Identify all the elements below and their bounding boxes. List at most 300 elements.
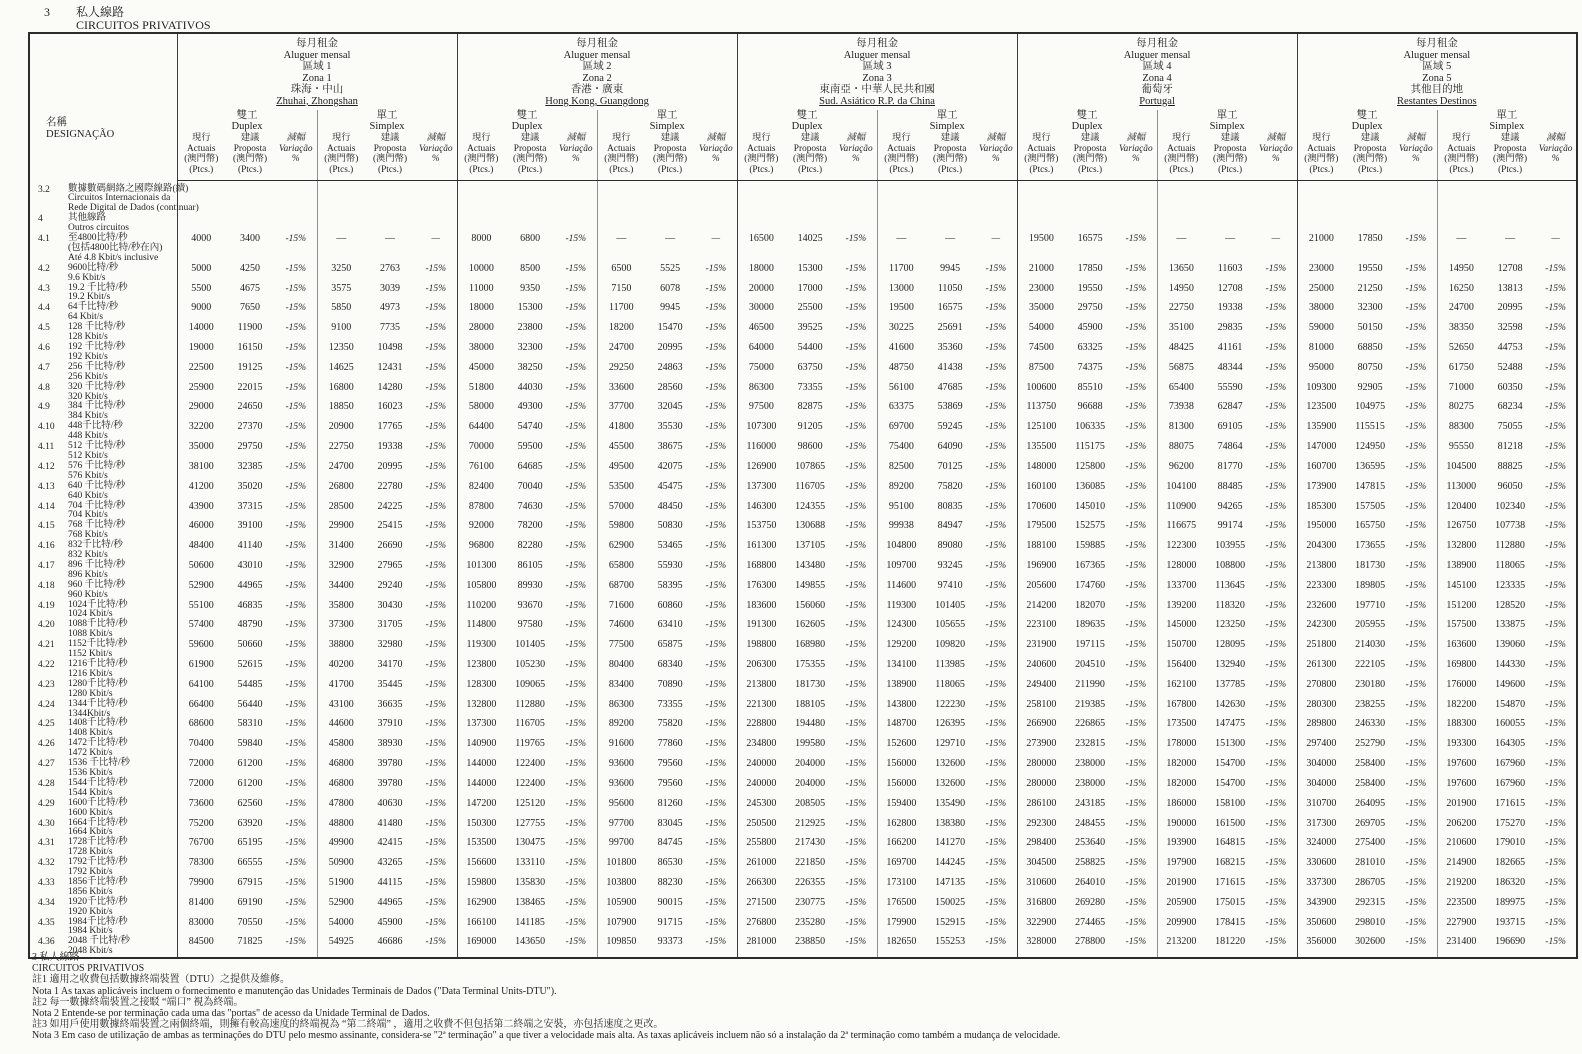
table-row [29,739,1577,759]
designation-line: 數據數碼網絡之國際線路(續) [68,183,189,194]
cell-value: 52488 [1497,361,1523,373]
cell-variation: -15% [1115,819,1157,839]
cell-value: 130688 [795,520,826,532]
cell-value: 46500 [748,322,774,334]
cell-value: 273900 [1026,738,1057,750]
cell-value: 38000 [1308,302,1334,314]
cell-value [317,214,365,234]
cell-value: 81218 [1497,441,1523,453]
cell-value: 214200 [1026,599,1057,611]
cell-variation: -15% [695,284,737,304]
cell-value: 12708 [1497,262,1523,274]
cell-value: 147135 [935,876,966,888]
cell-variation: -15% [1255,918,1297,938]
cell-value: 3039 [380,282,400,294]
cell-value: 4675 [240,282,260,294]
row-designation [29,779,177,799]
cell-value: 54740 [517,421,543,433]
cell-variation: -15% [975,680,1017,700]
row-designation [29,898,177,918]
cell-value: 46000 [188,520,214,532]
cell-value: 19550 [1357,262,1383,274]
cell-variation: -15% [975,363,1017,383]
cell-value: 269705 [1355,817,1386,829]
cell-variation: -15% [1545,937,1566,948]
footnote-line: 註2 每一數據終端裝置之接駁 “端口” 視為終端。 [32,996,244,1008]
cell-variation: -15% [415,264,457,284]
cell-variation: -15% [555,739,597,759]
cell-value: 70040 [517,480,543,492]
cell-variation: -15% [415,422,457,442]
cell-value: 19125 [237,361,263,373]
cell-variation: -15% [835,402,877,422]
section-number: 3 [44,5,50,19]
cell-value: 15300 [517,302,543,314]
cell-variation: -15% [415,719,457,739]
cell-value: 39780 [377,777,403,789]
cell-variation: -15% [1545,739,1566,750]
designation-line: 1024 Kbit/s [68,609,113,620]
cell-variation: -15% [275,601,317,621]
cell-value: 253640 [1075,837,1106,849]
cell-value: 89200 [608,718,634,730]
cell-variation: -15% [1395,640,1437,660]
cell-value: 38930 [377,738,403,750]
cell-variation: -15% [275,759,317,779]
column-header: 現行 Actuais (澳門幣) (Ptcs.) [177,133,225,181]
cell-value: 228800 [746,718,777,730]
cell-variation: -15% [415,878,457,898]
cell-value: 204000 [795,777,826,789]
cell-value: 12708 [1217,282,1243,294]
cell-value: 213800 [746,678,777,690]
cell-value: 281000 [746,936,777,948]
designation-line: Outros circuitos [68,223,129,234]
cell-variation: -15% [695,343,737,363]
cell-value: 101800 [606,857,637,869]
cell-value: 53500 [608,480,634,492]
cell-value: 54485 [237,678,263,690]
cell-value: 70890 [657,678,683,690]
designation-line: 1984 Kbit/s [68,926,113,937]
cell-value: 7150 [611,282,632,294]
cell-value: 29835 [1217,322,1243,334]
cell-value: 231400 [1446,936,1477,948]
designation-line: 256 Kbit/s [68,371,108,382]
table-row [29,680,1577,700]
cell-value: 181730 [1355,559,1386,571]
cell-value: 166100 [466,916,497,928]
cell-variation: -15% [835,799,877,819]
cell-variation: -15% [415,838,457,858]
cell-value: 219385 [1075,698,1106,710]
cell-variation: -15% [1115,739,1157,759]
cell-value: 173100 [886,876,917,888]
cell-value: 250500 [746,817,777,829]
cell-variation: -15% [415,858,457,878]
cell-value: 138380 [935,817,966,829]
cell-value: 18200 [608,322,634,334]
cell-value: 181220 [1215,936,1246,948]
cell-value: 88825 [1497,460,1523,472]
cell-value: 90015 [657,896,683,908]
cell-variation: -15% [1395,462,1437,482]
cell-value: 21250 [1357,282,1383,294]
row-number: 4.18 [38,580,55,591]
duplex-header: 雙工 Duplex [1297,110,1437,133]
cell-variation: -15% [695,402,737,422]
footnote-line: 註1 適用之收費包括數據終端裝置（DTU）之提供及維修。 [32,974,291,986]
table-row [29,819,1577,839]
cell-value: 20995 [1497,302,1523,314]
cell-value: 76700 [188,837,214,849]
cell-value: 68600 [188,718,214,730]
cell-variation: -15% [975,422,1017,442]
cell-value: 38675 [657,441,683,453]
cell-value: 79560 [657,777,683,789]
cell-variation: -15% [1545,877,1566,888]
cell-value: 188300 [1446,718,1477,730]
cell-value: 248455 [1075,817,1106,829]
cell-value: 19550 [1077,282,1103,294]
cell-value: 32045 [657,401,683,413]
cell-variation: -15% [1545,620,1566,631]
cell-value: 49500 [608,460,634,472]
cell-variation: -15% [1115,838,1157,858]
cell-value: 54925 [328,936,354,948]
cell-variation: -15% [1395,264,1437,284]
cell-variation: -15% [275,620,317,640]
cell-variation: -15% [555,284,597,304]
cell-value: 41600 [888,342,914,353]
cell-value: 162900 [466,896,497,908]
cell-value: 182665 [1495,857,1526,869]
row-designation [29,402,177,422]
cell-variation: -15% [1115,363,1157,383]
cell-value: 163600 [1446,639,1477,651]
cell-value: 64100 [188,678,214,690]
cell-value: 223100 [1026,619,1057,631]
cell-value: 87800 [468,500,494,512]
cell-value: 214900 [1446,857,1477,869]
cell-value: 142630 [1215,698,1246,710]
cell-value: 45000 [468,361,494,373]
cell-variation: -15% [1255,759,1297,779]
row-designation [29,759,177,779]
designation-line: 1544 Kbit/s [68,787,113,798]
table-row [29,838,1577,858]
cell-value: 21000 [1028,262,1054,274]
row-designation [29,680,177,700]
cell-value: 28560 [657,381,683,393]
cell-variation: -15% [275,660,317,680]
cell-value: 123800 [466,659,497,670]
cell-value: 75200 [188,817,214,829]
designation-line: 2048 千比特/秒 [68,936,131,947]
cell-value: 87500 [1028,361,1054,373]
cell-value: 57400 [188,619,214,631]
cell-value: 82280 [517,540,543,552]
cell-variation: -15% [975,640,1017,660]
cell-value: 137300 [746,480,777,492]
cell-value: 6800 [520,233,541,245]
cell-value: 164815 [1215,837,1246,849]
cell-variation: -15% [695,303,737,323]
cell-value: 232600 [1306,599,1337,611]
cell-value: 182000 [1166,758,1197,770]
cell-variation: -15% [415,462,457,482]
cell-value: 76100 [468,460,494,472]
designation-line: 576 Kbit/s [68,470,108,481]
cell-variation: -15% [1255,581,1297,601]
cell-value: 161300 [746,540,777,552]
cell-value: 35445 [377,678,403,690]
cell-variation: -15% [275,779,317,799]
cell-variation: -15% [835,442,877,462]
cell-value: 116000 [746,441,777,453]
cell-variation: -15% [1545,303,1566,314]
cell-value: 17850 [1077,262,1103,274]
cell-value: 122300 [1166,540,1197,552]
cell-variation: -15% [975,581,1017,601]
cell-value: 18850 [328,401,354,413]
cell-value: 266900 [1026,718,1057,730]
cell-variation: -15% [1255,660,1297,680]
cell-variation: -15% [415,284,457,304]
designation-line: 1920 Kbit/s [68,906,113,917]
cell-value: 159400 [886,797,917,809]
cell-value: 4000 [191,233,212,245]
cell-variation: -15% [1115,937,1157,958]
designation-line: 1152千比特/秒 [68,639,128,650]
cell-variation: -15% [835,759,877,779]
cell-value: 101405 [935,599,966,611]
cell-variation: -15% [415,402,457,422]
cell-value: 80835 [937,500,963,512]
cell-value: 11700 [889,262,914,274]
cell-value: 167960 [1495,777,1526,789]
cell-variation: -15% [835,343,877,363]
cell-variation: -15% [555,918,597,938]
cell-variation: -15% [1255,264,1297,284]
cell-value: 132800 [1446,540,1477,552]
cell-value: 159800 [466,876,497,888]
cell-variation: -15% [555,541,597,561]
cell-variation: -15% [975,660,1017,680]
designation-line: 2048 Kbit/s [68,946,113,957]
column-header: 建議 Proposta (澳門幣) (Ptcs.) [1485,133,1535,181]
cell-variation: -15% [555,502,597,522]
cell-variation: -15% [835,521,877,541]
row-number: 4.23 [38,679,55,690]
cell-value: 65875 [657,639,683,651]
cell-variation: -15% [275,402,317,422]
cell-variation: -15% [1255,284,1297,304]
row-number: 4.17 [38,560,55,571]
table-row [29,303,1577,323]
cell-value: 59500 [517,441,543,453]
cell-value: 24650 [237,401,263,413]
cell-value: 258825 [1075,857,1106,869]
designation-line: 704 Kbit/s [68,510,108,521]
cell-variation: -15% [975,343,1017,363]
cell-value: 104800 [886,540,917,552]
cell-variation: -15% [835,700,877,720]
cell-value: 11700 [608,302,634,314]
cell-value: 24863 [657,361,683,373]
cell-value: 62560 [237,797,263,809]
cell-value: 151300 [1215,738,1246,750]
cell-variation: -15% [1395,779,1437,799]
designation-line: 128 千比特/秒 [68,322,126,333]
cell-variation: -15% [835,937,877,958]
designation-line: 704 千比特/秒 [68,500,126,511]
cell-variation: -15% [975,402,1017,422]
cell-value: 95000 [1308,361,1334,373]
cell-variation: -15% [1115,918,1157,938]
cell-variation: -15% [975,541,1017,561]
cell-value: 122400 [515,758,546,770]
cell-value: 116675 [1166,520,1197,532]
cell-variation: -15% [275,264,317,284]
cell-value: 22750 [1168,302,1194,314]
cell-value: 104500 [1446,460,1477,472]
cell-value: 15470 [657,322,683,334]
cell-variation: -15% [1115,660,1157,680]
cell-value: 93373 [657,936,683,948]
cell-value: 152575 [1075,520,1106,532]
cell-variation: -15% [275,739,317,759]
cell-value: 160055 [1495,718,1526,730]
cell-value: 97500 [748,401,774,413]
cell-value: 43900 [188,500,214,512]
cell-variation: -15% [555,363,597,383]
cell-variation: -15% [1545,402,1566,413]
cell-value: 36635 [377,698,403,710]
cell-value: 16575 [937,302,963,314]
designation-line: 1920千比特/秒 [68,896,128,907]
cell-value: 124300 [886,619,917,631]
cell-value: 75000 [748,361,774,373]
cell-value: 64685 [517,460,543,472]
cell-value: 112880 [1495,540,1525,552]
column-header: 現行 Actuais (澳門幣) (Ptcs.) [877,133,925,181]
row-number: 4.9 [38,402,50,413]
cell-variation: -15% [835,581,877,601]
row-designation [29,581,177,601]
cell-value: 130475 [515,837,546,849]
cell-variation: -15% [555,581,597,601]
cell-value: 181730 [795,678,826,690]
cell-value: 156600 [466,857,497,869]
cell-variation: -15% [835,739,877,759]
cell-value: 29240 [377,579,403,591]
cell-value: 150700 [1166,639,1197,651]
cell-value: 292315 [1355,896,1386,908]
designation-line: 1600千比特/秒 [68,797,128,808]
cell-value: 44753 [1497,342,1523,353]
column-header: 減幅 Variação % [415,133,457,181]
cell-value: 112880 [515,698,545,710]
cell-value [1065,214,1115,234]
column-header: 現行 Actuais (澳門幣) (Ptcs.) [1157,133,1205,181]
table-row [29,422,1577,442]
cell-variation: -15% [695,640,737,660]
row-number: 4.6 [38,343,50,353]
designation-line: 768 Kbit/s [68,530,108,541]
designation-header [29,33,177,181]
cell-value: 286705 [1355,876,1386,888]
cell-value: 30430 [377,599,403,611]
cell-value: 96800 [468,540,494,552]
cell-value: 16150 [237,342,263,353]
footnote-line: CIRCUITOS PRIVATIVOS [32,963,145,975]
cell-value: 68850 [1357,342,1383,353]
table-row [29,521,1577,541]
designation-line: 1664 Kbit/s [68,827,113,838]
cell-value: 32385 [237,460,263,472]
cell-variation: -15% [275,700,317,720]
row-number: 4.12 [38,461,55,472]
cell-value: 14950 [1448,262,1474,274]
cell-value: 9945 [940,262,961,274]
cell-value: 107865 [795,460,826,472]
cell-value: 183600 [746,599,777,611]
cell-value: 205900 [1166,896,1197,908]
cell-value: 5000 [191,262,212,274]
cell-variation: — [415,234,457,264]
cell-variation: -15% [1115,581,1157,601]
cell-variation: -15% [975,303,1017,323]
cell-value: 221300 [746,698,777,710]
column-header: 建議 Proposta (澳門幣) (Ptcs.) [785,133,835,181]
cell-variation: -15% [275,680,317,700]
cell-value: 240600 [1026,659,1057,670]
cell-variation: -15% [975,561,1017,581]
cell-value: 213800 [1306,559,1337,571]
column-header: 建議 Proposta (澳門幣) (Ptcs.) [225,133,275,181]
cell-value: 150025 [935,896,966,908]
cell-value: 97700 [608,817,634,829]
cell-value: 20995 [377,460,403,472]
cell-value: 39100 [237,520,263,532]
cell-value: 77860 [657,738,683,750]
cell-value: 197600 [1446,758,1477,770]
cell-value: 12350 [328,342,354,353]
row-number: 4.15 [38,521,55,532]
cell-variation: -15% [1255,363,1297,383]
cell-value: 107300 [746,421,777,433]
row-designation [29,234,177,264]
cell-value: 193900 [1166,837,1197,849]
cell-variation: -15% [1545,541,1566,552]
cell-value: 69700 [888,421,914,433]
cell-variation: -15% [975,898,1017,918]
cell-value: 81400 [188,896,214,908]
cell-value: 22500 [188,361,214,373]
cell-variation [695,181,737,215]
row-number: 4.4 [38,303,50,314]
row-number: 4.25 [38,719,55,730]
cell-value: 75400 [888,441,914,453]
cell-value [317,181,365,215]
cell-value: 44115 [377,876,403,888]
row-designation [29,462,177,482]
designation-line: 9.6 Kbit/s [68,272,106,283]
cell-value: 96688 [1077,401,1103,413]
cell-variation: -15% [835,482,877,502]
cell-value: 73355 [657,698,683,710]
